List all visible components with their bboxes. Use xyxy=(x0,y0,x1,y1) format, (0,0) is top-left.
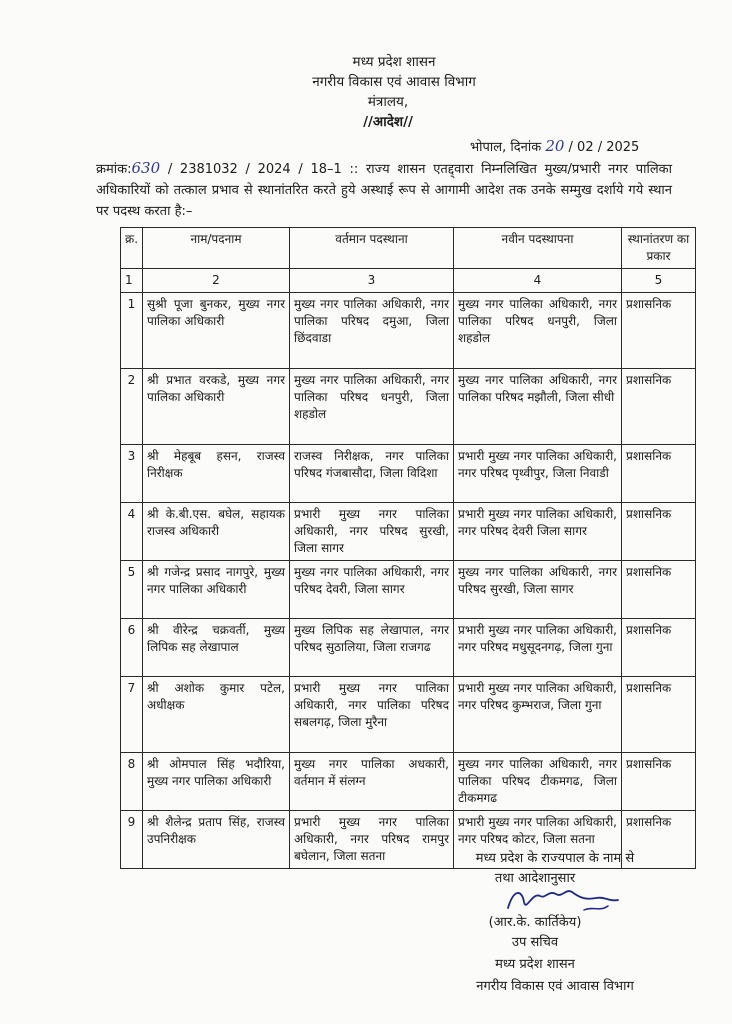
row-name: श्री वीरेन्द्र चक्रवर्ती, मुख्य लिपिक सह लेखापाल xyxy=(143,619,290,677)
header-name: नाम/पदनाम xyxy=(143,228,290,269)
row-transfer-type: प्रशासनिक xyxy=(622,619,696,677)
col-number: 1 xyxy=(121,269,143,293)
date-line xyxy=(470,137,639,155)
row-serial: 3 xyxy=(121,445,143,503)
row-current-posting: मुख्य लिपिक सह लेखापाल, नगर परिषद सुठालिया, जिला राजगढ xyxy=(290,619,454,677)
row-name: श्री प्रभात वरकडे, मुख्य नगर पालिका अधिकारी xyxy=(143,369,290,445)
col-number: 5 xyxy=(622,269,696,293)
col-number: 4 xyxy=(454,269,622,293)
row-transfer-type: प्रशासनिक xyxy=(622,369,696,445)
row-name: सुश्री पूजा बुनकर, मुख्य नगर पालिका अधिकारी xyxy=(143,293,290,369)
signature-line-order: तथा आदेशानुसार xyxy=(494,871,576,886)
header-order-title: //आदेश// xyxy=(363,114,413,130)
signatory-designation: उप सचिव xyxy=(511,935,559,950)
row-transfer-type: प्रशासनिक xyxy=(622,503,696,561)
row-new-posting: प्रभारी मुख्य नगर पालिका अधिकारी, नगर परिषद कुम्भराज, जिला गुना xyxy=(454,677,622,753)
header-department: नगरीय विकास एवं आवास विभाग xyxy=(312,74,476,90)
signatory-name: (आर.के. कार्तिकेय) xyxy=(488,915,582,930)
date-day-handwritten: 20 xyxy=(545,137,565,155)
order-text: राज्य शासन एतद्द्वारा निम्नलिखित मुख्य/प्रभारी नगर पालिका अधिकारियों को तत्काल प्रभाव से स्थानांतरित करते हुये अस्थाई रूप से आगामी आदेश तक उनके सम्मुख दर्शाये गये स्थान पर पदस्थ करता है:– xyxy=(96,162,672,219)
col-number: 3 xyxy=(290,269,454,293)
row-transfer-type: प्रशासनिक xyxy=(622,811,696,869)
row-name: श्री अशोक कुमार पटेल, अधीक्षक xyxy=(143,677,290,753)
date-prefix: भोपाल, दिनांक xyxy=(470,140,542,155)
row-serial: 1 xyxy=(121,293,143,369)
row-current-posting: मुख्य नगर पालिका अधकारी, वर्तमान में संलग्न xyxy=(290,753,454,811)
row-serial: 4 xyxy=(121,503,143,561)
order-number-rest: / 2381032 / 2024 / 18–1 :: xyxy=(167,162,359,177)
row-current-posting: मुख्य नगर पालिका अधिकारी, नगर परिषद देवरी, जिला सागर xyxy=(290,561,454,619)
row-current-posting: मुख्य नगर पालिका अधिकारी, नगर पालिका परिषद धनपुरी, जिला शहडोल xyxy=(290,369,454,445)
row-transfer-type: प्रशासनिक xyxy=(622,677,696,753)
table-header-row xyxy=(121,228,696,269)
table-row xyxy=(121,561,696,619)
row-transfer-type: प्रशासनिक xyxy=(622,293,696,369)
signatory-department: नगरीय विकास एवं आवास विभाग xyxy=(476,979,634,994)
row-name: श्री मेहबूब हसन, राजस्व निरीक्षक xyxy=(143,445,290,503)
row-name: श्री गजेन्द्र प्रसाद नागपुरे, मुख्य नगर पालिका अधिकारी xyxy=(143,561,290,619)
table-row xyxy=(121,753,696,811)
header-new-posting: नवीन पदस्थापना xyxy=(454,228,622,269)
order-number-prefix: क्रमांक: xyxy=(96,162,132,177)
row-new-posting: मुख्य नगर पालिका अधिकारी, नगर पालिका परिषद टीकमगढ, जिला टीकमगढ xyxy=(454,753,622,811)
row-serial: 5 xyxy=(121,561,143,619)
table-row xyxy=(121,445,696,503)
row-transfer-type: प्रशासनिक xyxy=(622,753,696,811)
row-current-posting: प्रभारी मुख्य नगर पालिका अधिकारी, नगर पालिका परिषद सबलगढ़, जिला मुरैना xyxy=(290,677,454,753)
signature-line-governor: मध्य प्रदेश के राज्यपाल के नाम से xyxy=(475,851,635,866)
row-name: श्री शैलेन्द्र प्रताप सिंह, राजस्व उपनिरीक्षक xyxy=(143,811,290,869)
row-new-posting: प्रभारी मुख्य नगर पालिका अधिकारी, नगर परिषद देवरी जिला सागर xyxy=(454,503,622,561)
header-transfer-type: स्थानांतरण का प्रकार xyxy=(622,228,696,269)
order-intro xyxy=(96,158,672,222)
table-row xyxy=(121,677,696,753)
row-serial: 2 xyxy=(121,369,143,445)
row-transfer-type: प्रशासनिक xyxy=(622,445,696,503)
table-row xyxy=(121,619,696,677)
header-serial: क्र. xyxy=(121,228,143,269)
row-current-posting: राजस्व निरीक्षक, नगर पालिका परिषद गंजबासौदा, जिला विदिशा xyxy=(290,445,454,503)
row-current-posting: मुख्य नगर पालिका अधिकारी, नगर पालिका परिषद दमुआ, जिला छिंदवाडा xyxy=(290,293,454,369)
row-serial: 6 xyxy=(121,619,143,677)
table-row xyxy=(121,503,696,561)
date-rest: / 02 / 2025 xyxy=(568,140,640,155)
col-number: 2 xyxy=(143,269,290,293)
row-new-posting: प्रभारी मुख्य नगर पालिका अधिकारी, नगर परिषद कोटर, जिला सतना xyxy=(454,811,622,869)
row-new-posting: प्रभारी मुख्य नगर पालिका अधिकारी, नगर परिषद पृथ्वीपुर, जिला निवाडी xyxy=(454,445,622,503)
header-government: मध्य प्रदेश शासन xyxy=(352,54,436,70)
row-new-posting: प्रभारी मुख्य नगर पालिका अधिकारी, नगर परिषद मधुसूदनगढ़, जिला गुना xyxy=(454,619,622,677)
row-serial: 8 xyxy=(121,753,143,811)
transfer-table xyxy=(120,227,696,869)
table-number-row xyxy=(121,269,696,293)
row-new-posting: मुख्य नगर पालिका अधिकारी, नगर पालिका परिषद मझौली, जिला सीधी xyxy=(454,369,622,445)
signatory-office: मध्य प्रदेश शासन xyxy=(495,957,575,972)
row-new-posting: मुख्य नगर पालिका अधिकारी, नगर परिषद सुरखी, जिला सागर xyxy=(454,561,622,619)
header-ministry: मंत्रालय, xyxy=(367,94,409,110)
order-number-handwritten: 630 xyxy=(131,159,161,177)
table-row xyxy=(121,293,696,369)
row-transfer-type: प्रशासनिक xyxy=(622,561,696,619)
row-current-posting: प्रभारी मुख्य नगर पालिका अधिकारी, नगर परिषद रामपुर बघेलान, जिला सतना xyxy=(290,811,454,869)
row-name: श्री ओमपाल सिंह भदौरिया, मुख्य नगर पालिका अधिकारी xyxy=(143,753,290,811)
row-serial: 9 xyxy=(121,811,143,869)
row-serial: 7 xyxy=(121,677,143,753)
row-name: श्री के.बी.एस. बघेल, सहायक राजस्व अधिकारी xyxy=(143,503,290,561)
header-current-posting: वर्तमान पदस्थाना xyxy=(290,228,454,269)
row-new-posting: मुख्य नगर पालिका अधिकारी, नगर पालिका परिषद धनपुरी, जिला शहडोल xyxy=(454,293,622,369)
table-row xyxy=(121,369,696,445)
row-current-posting: प्रभारी मुख्य नगर पालिका अधिकारी, नगर परिषद सुरखी, जिला सागर xyxy=(290,503,454,561)
